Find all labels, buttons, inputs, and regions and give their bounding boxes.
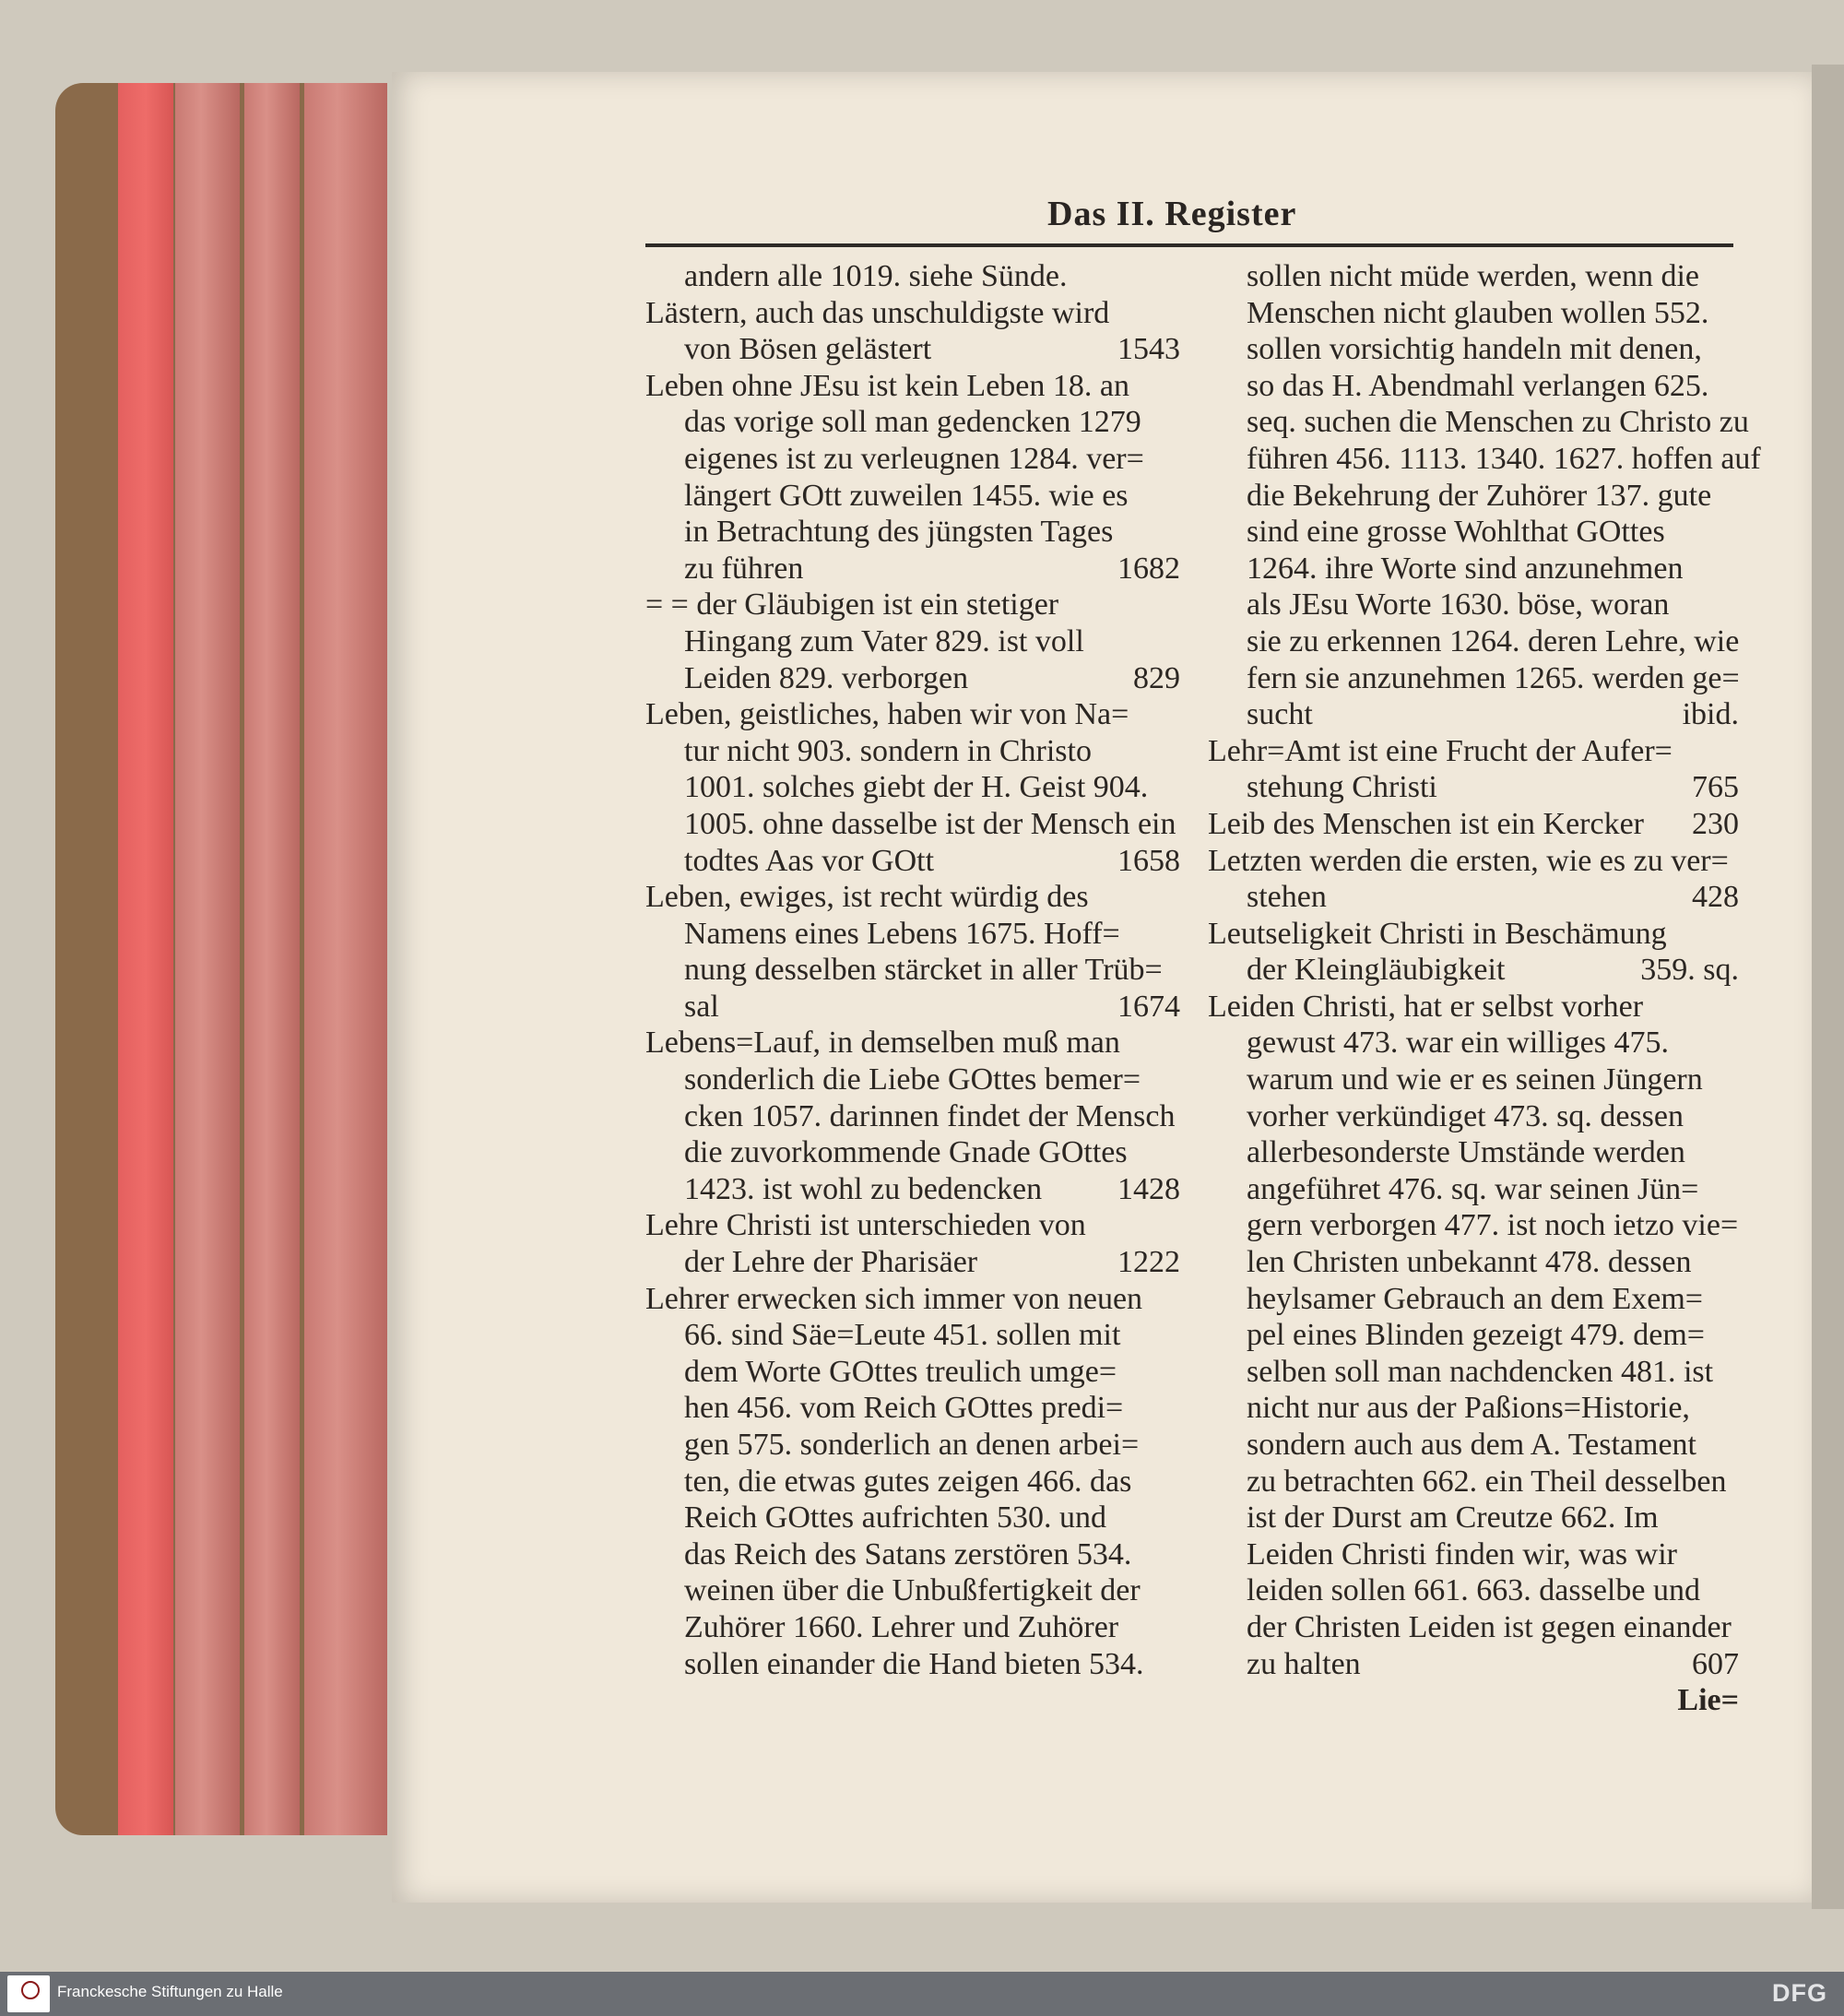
index-line bbox=[645, 258, 1180, 295]
index-line bbox=[645, 733, 1180, 770]
index-line bbox=[645, 1500, 1180, 1536]
index-line bbox=[1208, 1025, 1739, 1061]
index-entry-text: Hingang zum Vater 829. ist voll bbox=[684, 623, 1084, 658]
index-line bbox=[1208, 733, 1739, 770]
index-line bbox=[1208, 1500, 1739, 1536]
index-line bbox=[645, 1025, 1180, 1061]
index-entry-text: hen 456. vom Reich GOttes predi= bbox=[684, 1391, 1124, 1426]
index-entry-text: die zuvorkommende Gnade GOttes bbox=[684, 1135, 1128, 1170]
page-reference: 1658 bbox=[1117, 843, 1180, 878]
index-entry-text: sal bbox=[684, 989, 719, 1024]
page-reference: 428 bbox=[1692, 880, 1739, 915]
index-entry-text: todtes Aas vor GOtt bbox=[684, 843, 935, 878]
index-line bbox=[645, 478, 1180, 515]
index-entry-text: ist der Durst am Creutze 662. Im bbox=[1247, 1500, 1659, 1536]
index-line bbox=[1208, 1061, 1739, 1098]
index-entry-text: stehen bbox=[1247, 880, 1327, 915]
catchword: Lie= bbox=[1677, 1683, 1739, 1718]
index-entry-text: dem Worte GOttes treulich umge= bbox=[684, 1354, 1117, 1389]
index-entry-text: len Christen unbekannt 478. dessen bbox=[1247, 1245, 1692, 1280]
index-line bbox=[1208, 368, 1739, 405]
index-entry-text: führen 456. 1113. 1340. 1627. hoffen auf bbox=[1247, 441, 1761, 476]
index-entry-text: zu führen bbox=[684, 551, 804, 586]
index-entry-text: Leben, geistliches, haben wir von Na= bbox=[645, 697, 1129, 732]
index-entry-text: leiden sollen 661. 663. dasselbe und bbox=[1247, 1573, 1700, 1608]
index-line bbox=[645, 1354, 1180, 1391]
index-line bbox=[645, 295, 1180, 332]
index-line bbox=[1208, 1281, 1739, 1318]
index-line bbox=[645, 1171, 1180, 1208]
index-entry-text: die Bekehrung der Zuhörer 137. gute bbox=[1247, 478, 1712, 513]
index-entry-text: als JEsu Worte 1630. böse, woran bbox=[1247, 587, 1670, 623]
index-entry-text: Leiden Christi finden wir, was wir bbox=[1247, 1536, 1677, 1571]
index-entry-text: von Bösen gelästert bbox=[684, 332, 932, 367]
index-line bbox=[1208, 1207, 1739, 1244]
index-entry-text: Menschen nicht glauben wollen 552. bbox=[1247, 295, 1709, 330]
index-entry-text: nung desselben stärcket in aller Trüb= bbox=[684, 953, 1163, 988]
index-entry-text: andern alle 1019. siehe Sünde. bbox=[684, 259, 1068, 293]
dfg-logo[interactable]: DFG bbox=[1772, 1979, 1827, 2007]
index-entry-text: angeführet 476. sq. war seinen Jün= bbox=[1247, 1171, 1699, 1206]
index-entry-text: 1264. ihre Worte sind anzunehmen bbox=[1247, 551, 1684, 586]
index-line bbox=[1208, 587, 1739, 623]
index-line bbox=[645, 806, 1180, 843]
index-line bbox=[645, 1098, 1180, 1135]
index-line bbox=[1208, 1464, 1739, 1500]
index-entry-text: sie zu erkennen 1264. deren Lehre, wie bbox=[1247, 623, 1740, 658]
index-entry-text: der Lehre der Pharisäer bbox=[684, 1245, 978, 1280]
page-reference: 1222 bbox=[1117, 1245, 1180, 1280]
header-rule bbox=[645, 243, 1733, 247]
index-line bbox=[1208, 696, 1739, 733]
index-entry-text: der Kleingläubigkeit bbox=[1247, 953, 1506, 988]
index-line bbox=[645, 1061, 1180, 1098]
index-entry-text: sucht bbox=[1247, 697, 1313, 732]
book-fore-edge bbox=[55, 83, 387, 1835]
index-entry-text: Leiden Christi, hat er selbst vorher bbox=[1208, 989, 1644, 1024]
index-entry-text: Lebens=Lauf, in demselben muß man bbox=[645, 1026, 1120, 1061]
index-entry-text: tur nicht 903. sondern in Christo bbox=[684, 733, 1092, 768]
index-line bbox=[645, 1244, 1180, 1281]
index-line bbox=[645, 441, 1180, 478]
index-line bbox=[1208, 1098, 1739, 1135]
index-entry-text: Reich GOttes aufrichten 530. und bbox=[684, 1500, 1106, 1536]
index-entry-text: sondern auch aus dem A. Testament bbox=[1247, 1428, 1696, 1462]
index-entry-text: zu betrachten 662. ein Theil desselben bbox=[1247, 1464, 1727, 1499]
index-line bbox=[645, 879, 1180, 916]
index-line bbox=[645, 769, 1180, 806]
index-line bbox=[1208, 660, 1739, 697]
index-line bbox=[1208, 1171, 1739, 1208]
institution-logo[interactable] bbox=[7, 1975, 50, 2012]
index-entry-text: das Reich des Satans zerstören 534. bbox=[684, 1536, 1132, 1571]
page-reference: 1428 bbox=[1117, 1171, 1180, 1206]
index-line bbox=[1208, 952, 1739, 989]
index-column-left bbox=[645, 258, 1180, 1682]
index-entry-text: = = der Gläubigen ist ein stetiger bbox=[645, 587, 1059, 623]
index-entry-text: sollen nicht müde werden, wenn die bbox=[1247, 259, 1699, 293]
index-line bbox=[1208, 1609, 1739, 1646]
index-entry-text: Leutseligkeit Christi in Beschämung bbox=[1208, 916, 1667, 951]
index-line bbox=[1208, 295, 1739, 332]
page-reference: 1682 bbox=[1117, 551, 1180, 586]
page-edge-red bbox=[118, 83, 173, 1835]
index-entry-text: allerbesonderste Umstände werden bbox=[1247, 1135, 1685, 1170]
index-entry-text: gern verborgen 477. ist noch ietzo vie= bbox=[1247, 1208, 1739, 1243]
index-line bbox=[645, 587, 1180, 623]
index-line bbox=[1208, 806, 1739, 843]
index-entry-text: Leib des Menschen ist ein Kercker bbox=[1208, 806, 1644, 841]
viewer-footer bbox=[0, 1972, 1844, 2016]
index-line bbox=[1208, 989, 1739, 1026]
index-entry-text: fern sie anzunehmen 1265. werden ge= bbox=[1247, 660, 1740, 695]
index-line bbox=[1208, 1134, 1739, 1171]
index-entry-text: cken 1057. darinnen findet der Mensch bbox=[684, 1098, 1176, 1133]
index-line bbox=[1208, 769, 1739, 806]
index-line bbox=[645, 368, 1180, 405]
index-entry-text: 1001. solches giebt der H. Geist 904. bbox=[684, 770, 1149, 805]
index-line bbox=[645, 404, 1180, 441]
index-line bbox=[1208, 1317, 1739, 1354]
index-line bbox=[1208, 1572, 1739, 1609]
index-line bbox=[1208, 551, 1739, 587]
index-entry-text: Letzten werden die ersten, wie es zu ver= bbox=[1208, 843, 1729, 878]
index-line bbox=[645, 1609, 1180, 1646]
index-line bbox=[645, 1207, 1180, 1244]
index-line bbox=[645, 952, 1180, 989]
index-line bbox=[1208, 1354, 1739, 1391]
index-entry-text: Leben ohne JEsu ist kein Leben 18. an bbox=[645, 368, 1129, 403]
index-line bbox=[1208, 916, 1739, 953]
index-entry-text: weinen über die Unbußfertigkeit der bbox=[684, 1573, 1141, 1608]
index-line bbox=[1208, 623, 1739, 660]
index-entry-text: eigenes ist zu verleugnen 1284. ver= bbox=[684, 441, 1144, 476]
index-line bbox=[1208, 1536, 1739, 1573]
index-entry-text: so das H. Abendmahl verlangen 625. bbox=[1247, 368, 1709, 403]
index-entry-text: sind eine grosse Wohlthat GOttes bbox=[1247, 515, 1665, 550]
index-entry-text: Lästern, auch das unschuldigste wird bbox=[645, 295, 1110, 330]
index-line bbox=[645, 1646, 1180, 1683]
index-entry-text: längert GOtt zuweilen 1455. wie es bbox=[684, 478, 1129, 513]
index-line bbox=[645, 843, 1180, 880]
index-line bbox=[645, 623, 1180, 660]
index-entry-text: selben soll man nachdencken 481. ist bbox=[1247, 1354, 1714, 1389]
index-line bbox=[645, 1390, 1180, 1427]
index-line bbox=[645, 551, 1180, 587]
index-column-right bbox=[1208, 258, 1761, 1719]
index-line bbox=[1208, 478, 1739, 515]
institution-name[interactable]: Franckesche Stiftungen zu Halle bbox=[57, 1983, 283, 2000]
index-entry-text: ten, die etwas gutes zeigen 466. das bbox=[684, 1464, 1132, 1499]
index-entry-text: Lehre Christi ist unterschieden von bbox=[645, 1208, 1086, 1243]
index-entry-text: Leben, ewiges, ist recht würdig des bbox=[645, 880, 1089, 915]
index-line bbox=[1208, 258, 1739, 295]
index-entry-text: warum und wie er es seinen Jüngern bbox=[1247, 1062, 1703, 1097]
index-line bbox=[1208, 1646, 1739, 1683]
index-entry-text: sollen vorsichtig handeln mit denen, bbox=[1247, 332, 1702, 367]
page-reference: ibid. bbox=[1682, 697, 1739, 732]
index-line bbox=[645, 514, 1180, 551]
page-reference: 607 bbox=[1692, 1646, 1739, 1681]
index-entry-text: zu halten bbox=[1247, 1646, 1361, 1681]
index-line bbox=[645, 1572, 1180, 1609]
running-head: Das II. Register bbox=[1047, 195, 1297, 233]
index-entry-text: der Christen Leiden ist gegen einander bbox=[1247, 1609, 1732, 1644]
index-line bbox=[645, 1281, 1180, 1318]
index-line bbox=[1208, 1390, 1739, 1427]
index-line bbox=[645, 1464, 1180, 1500]
index-line bbox=[645, 1317, 1180, 1354]
index-entry-text: 1423. ist wohl zu bedencken bbox=[684, 1171, 1043, 1206]
index-line bbox=[1208, 879, 1739, 916]
index-line bbox=[1208, 843, 1739, 880]
index-line bbox=[1208, 404, 1749, 441]
index-entry-text: Zuhörer 1660. Lehrer und Zuhörer bbox=[684, 1609, 1119, 1644]
page-reference: 1674 bbox=[1117, 989, 1180, 1024]
page-edge bbox=[244, 83, 300, 1835]
index-entry-text: gewust 473. war ein williges 475. bbox=[1247, 1026, 1669, 1061]
index-entry-text: gen 575. sonderlich an denen arbei= bbox=[684, 1428, 1140, 1462]
index-entry-text: Namens eines Lebens 1675. Hoff= bbox=[684, 916, 1120, 951]
index-line bbox=[1208, 1427, 1739, 1464]
index-line bbox=[1208, 514, 1739, 551]
page-edge bbox=[175, 83, 240, 1835]
facing-page-edge bbox=[1812, 65, 1844, 1909]
index-entry-text: das vorige soll man gedencken 1279 bbox=[684, 405, 1141, 440]
index-line bbox=[645, 660, 1180, 697]
index-entry-text: stehung Christi bbox=[1247, 770, 1437, 805]
index-entry-text: pel eines Blinden gezeigt 479. dem= bbox=[1247, 1318, 1705, 1353]
index-line bbox=[645, 1134, 1180, 1171]
index-entry-text: sonderlich die Liebe GOttes bemer= bbox=[684, 1062, 1141, 1097]
page-reference: 1543 bbox=[1117, 332, 1180, 367]
index-line bbox=[645, 1427, 1180, 1464]
index-entry-text: Leiden 829. verborgen bbox=[684, 660, 969, 695]
index-line bbox=[645, 916, 1180, 953]
index-entry-text: 66. sind Säe=Leute 451. sollen mit bbox=[684, 1318, 1121, 1353]
index-line bbox=[1208, 441, 1761, 478]
index-entry-text: 1005. ohne dasselbe ist der Mensch ein bbox=[684, 806, 1176, 841]
index-entry-text: heylsamer Gebrauch an dem Exem= bbox=[1247, 1281, 1703, 1316]
page-reference: 765 bbox=[1692, 770, 1739, 805]
index-entry-text: sollen einander die Hand bieten 534. bbox=[684, 1646, 1144, 1681]
index-entry-text: Lehr=Amt ist eine Frucht der Aufer= bbox=[1208, 733, 1673, 768]
index-entry-text: in Betrachtung des jüngsten Tages bbox=[684, 515, 1114, 550]
page-reference: 230 bbox=[1692, 806, 1739, 841]
index-entry-text: vorher verkündiget 473. sq. dessen bbox=[1247, 1098, 1684, 1133]
index-line bbox=[645, 331, 1180, 368]
page-edge bbox=[304, 83, 387, 1835]
index-line bbox=[645, 989, 1180, 1026]
page-reference: 359. sq. bbox=[1640, 953, 1739, 988]
index-entry-text: nicht nur aus der Paßions=Historie, bbox=[1247, 1391, 1690, 1426]
page-reference: 829 bbox=[1133, 660, 1180, 695]
index-entry-text: seq. suchen die Menschen zu Christo zu bbox=[1247, 405, 1749, 440]
index-line bbox=[1208, 331, 1739, 368]
index-line bbox=[1208, 1244, 1739, 1281]
index-line bbox=[645, 696, 1180, 733]
index-entry-text: Lehrer erwecken sich immer von neuen bbox=[645, 1281, 1143, 1316]
index-line bbox=[645, 1536, 1180, 1573]
